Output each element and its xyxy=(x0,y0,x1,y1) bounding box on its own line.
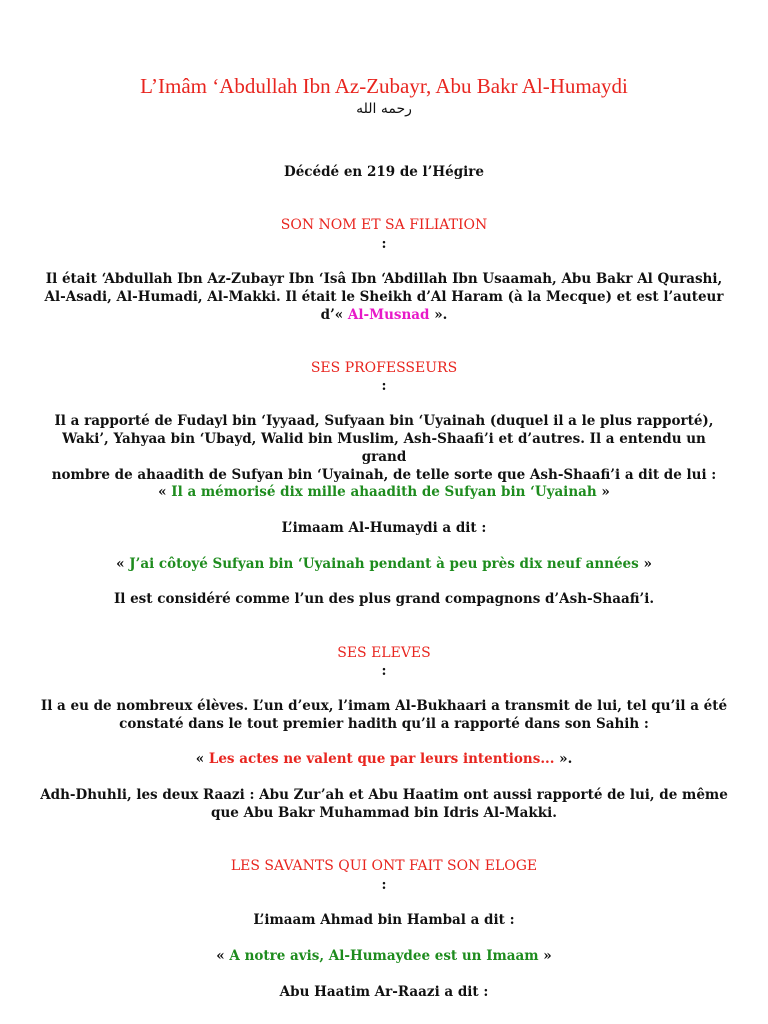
musnad-book-title: Al-Musnad xyxy=(347,307,430,323)
section-colon: : xyxy=(381,877,387,893)
quote-mark: « xyxy=(116,556,130,572)
section-colon: : xyxy=(381,378,387,394)
section-colon: : xyxy=(381,236,387,252)
text-line: Il a eu de nombreux élèves. L’un d’eux, l’imam Al-Bukhaari a transmit de lui, tel qu’il a été xyxy=(40,698,728,714)
quote-mark: ». xyxy=(554,751,573,767)
section-heading-eloge: LES SAVANTS QUI ONT FAIT SON ELOGE xyxy=(230,858,538,874)
eleves-paragraph-2 xyxy=(40,786,728,822)
ahmad-said: L’imaam Ahmad bin Hambal a dit : xyxy=(253,912,515,928)
document-title: L’Imâm ‘Abdullah Ibn Az-Zubayr, Abu Bakr Al-Humaydi xyxy=(140,74,628,98)
quote-shaafii xyxy=(40,483,728,501)
section-heading-filiation: SON NOM ET SA FILIATION xyxy=(280,217,488,233)
quote-text: J’ai côtoyé Sufyan bin ‘Uyainah pendant à peu près dix neuf années xyxy=(129,556,639,572)
text-line: constaté dans le tout premier hadith qu’il a rapporté dans son Sahih : xyxy=(119,716,649,732)
text-fragment: ». xyxy=(429,307,448,323)
text-line: que Abu Bakr Muhammad bin Idris Al-Makki. xyxy=(211,805,557,821)
quote-mark: « xyxy=(216,948,230,964)
quote-mark: » xyxy=(538,948,552,964)
text-line: Al-Asadi, Al-Humadi, Al-Makki. Il était le Sheikh d’Al Haram (à la Mecque) et est l’auteur xyxy=(44,289,724,305)
abu-haatim-said: Abu Haatim Ar-Raazi a dit : xyxy=(279,984,489,1000)
companion-statement: Il est considéré comme l’un des plus grand compagnons d’Ash-Shaafi’i. xyxy=(113,591,655,607)
quote-mark: « xyxy=(158,484,172,500)
section-heading-eleves: SES ELEVES xyxy=(337,645,431,661)
filiation-paragraph xyxy=(40,270,728,324)
quote-mark: » xyxy=(638,556,652,572)
quote-mark: » xyxy=(596,484,610,500)
quote-bukhaari xyxy=(40,750,728,768)
quote-mark: « xyxy=(195,751,209,767)
professeurs-paragraph xyxy=(40,412,728,484)
humaydi-said: L’imaam Al-Humaydi a dit : xyxy=(281,520,487,536)
text-fragment: d’« xyxy=(320,307,348,323)
text-line: nombre de ahaadith de Sufyan bin ‘Uyainah, de telle sorte que Ash-Shaafi’i a dit de lui : xyxy=(51,467,717,483)
arabic-blessing: رحمه الله xyxy=(356,101,412,117)
section-heading-professeurs: SES PROFESSEURS xyxy=(310,360,458,376)
text-line: Il a rapporté de Fudayl bin ‘Iyyaad, Sufyaan bin ‘Uyainah (duquel il a le plus rapporté), xyxy=(54,413,714,429)
quote-text: Les actes ne valent que par leurs intentions... xyxy=(208,751,555,767)
quote-humaydi xyxy=(40,555,728,573)
quote-text: Il a mémorisé dix mille ahaadith de Sufyan bin ‘Uyainah xyxy=(171,484,597,500)
text-line: Adh-Dhuhli, les deux Raazi : Abu Zur’ah et Abu Haatim ont aussi rapporté de lui, de même xyxy=(40,787,728,803)
eleves-paragraph xyxy=(40,697,728,733)
quote-ahmad xyxy=(40,947,728,965)
text-line: Waki’, Yahyaa bin ‘Ubayd, Walid bin Muslim, Ash-Shaafi’i et d’autres. Il a entendu un grand xyxy=(62,431,706,465)
death-date: Décédé en 219 de l’Hégire xyxy=(284,164,484,180)
quote-text: A notre avis, Al-Humaydee est un Imaam xyxy=(229,948,539,964)
text-line: Il était ‘Abdullah Ibn Az-Zubayr Ibn ‘Isâ Ibn ‘Abdillah Ibn Usaamah, Abu Bakr Al Qurashi, xyxy=(45,271,723,287)
section-colon: : xyxy=(381,663,387,679)
